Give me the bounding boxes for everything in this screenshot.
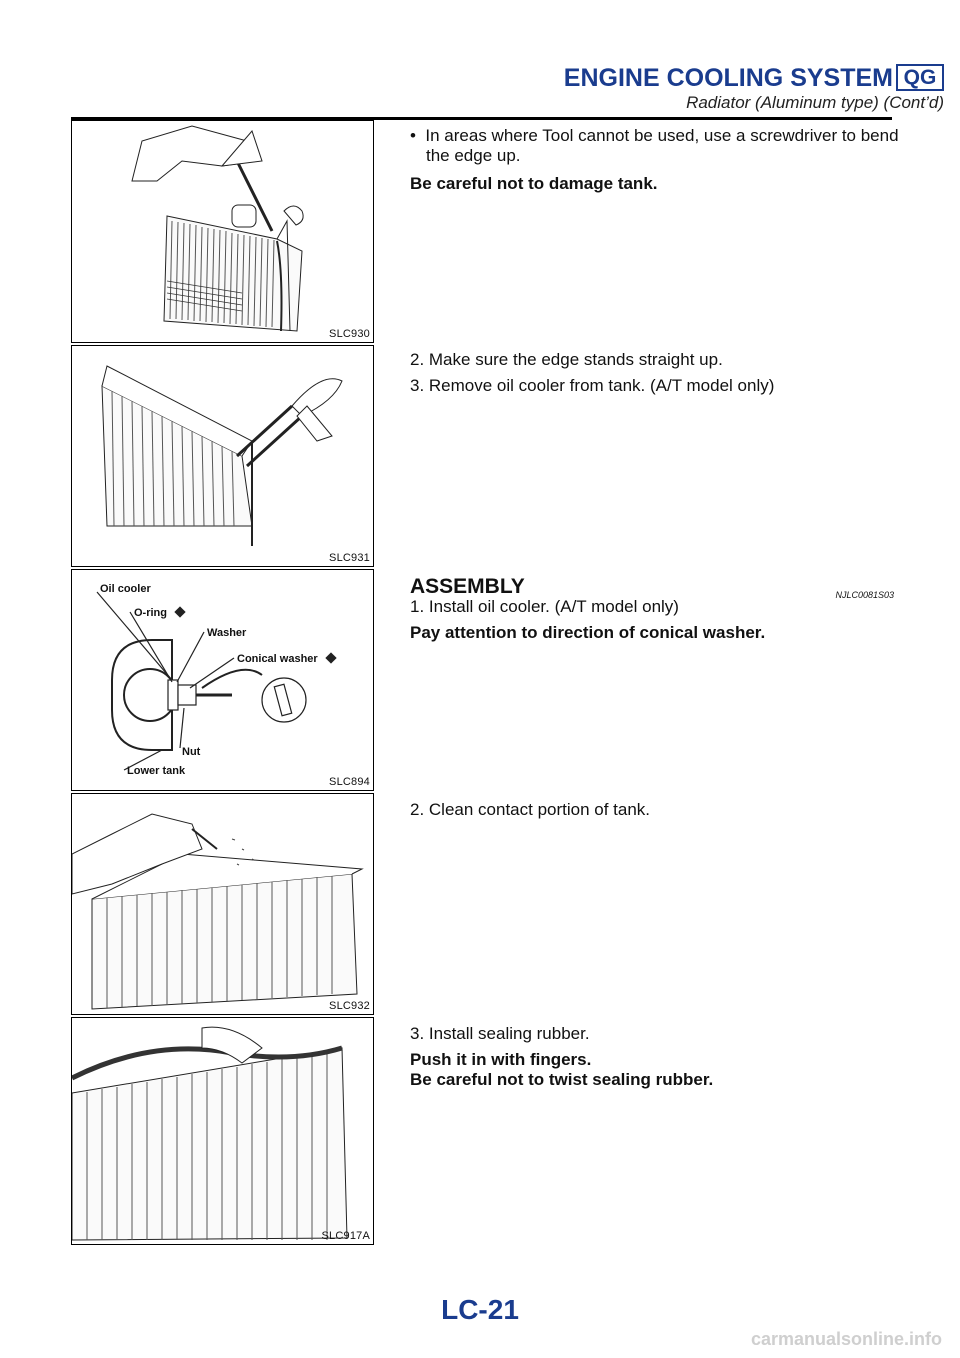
figure-caption: SLC932 <box>329 1000 370 1012</box>
site-watermark: carmanualsonline.info <box>750 1329 942 1349</box>
section-assembly <box>410 577 900 643</box>
figure-caption: SLC894 <box>329 776 370 788</box>
label-nut: Nut <box>182 746 201 758</box>
assembly-heading: ASSEMBLY <box>410 575 525 598</box>
label-lower-tank: Lower tank <box>127 765 186 777</box>
section-subtitle: Radiator (Aluminum type) (Cont’d) <box>686 93 944 112</box>
hand-screwdriver-illustration <box>72 121 374 343</box>
figure-slc931 <box>71 345 374 567</box>
label-washer: Washer <box>207 627 247 639</box>
bullet-item <box>410 126 900 166</box>
figure-slc917a <box>71 1017 374 1245</box>
section-edge-straight <box>410 350 900 396</box>
figure-caption: SLC917A <box>321 1230 370 1242</box>
figure-slc932 <box>71 793 374 1015</box>
step-text: 3. Install sealing rubber. <box>410 1024 590 1043</box>
section-clean-tank <box>410 800 900 820</box>
step-text: 1. Install oil cooler. (A/T model only) <box>410 597 679 616</box>
page-number: LC-21 <box>441 1294 519 1325</box>
figure-caption: SLC930 <box>329 328 370 340</box>
oil-cooler-assembly-diagram <box>72 570 374 791</box>
bullet-icon: • <box>410 126 416 145</box>
label-o-ring: O-ring <box>134 607 167 619</box>
label-oil-cooler: Oil cooler <box>100 583 151 595</box>
pliers-illustration <box>72 346 374 567</box>
reference-code: NJLC0081S03 <box>835 590 894 600</box>
sealing-rubber-illustration <box>72 1018 374 1245</box>
caution-note: Be careful not to twist sealing rubber. <box>410 1070 714 1089</box>
label-conical-washer: Conical washer <box>237 653 318 665</box>
step-text: 2. Make sure the edge stands straight up. <box>410 350 723 369</box>
engine-code-badge: QG <box>896 64 944 91</box>
section-bend-edge <box>410 126 900 194</box>
figure-slc894 <box>71 569 374 791</box>
figure-caption: SLC931 <box>329 552 370 564</box>
section-sealing-rubber <box>410 1024 900 1090</box>
figure-slc930 <box>71 120 374 343</box>
warning-mark-icon <box>325 652 336 663</box>
caution-note: Pay attention to direction of conical washer. <box>410 623 766 642</box>
step-text: 3. Remove oil cooler from tank. (A/T model only) <box>410 376 775 395</box>
cleaning-illustration <box>72 794 374 1015</box>
caution-note: Be careful not to damage tank. <box>410 174 658 193</box>
section-title: ENGINE COOLING SYSTEM <box>563 64 893 92</box>
bullet-text: In areas where Tool cannot be used, use a screwdriver to bend the edge up. <box>425 126 899 165</box>
instruction-note: Push it in with fingers. <box>410 1050 592 1069</box>
step-text: 2. Clean contact portion of tank. <box>410 800 651 819</box>
warning-mark-icon <box>174 606 185 617</box>
